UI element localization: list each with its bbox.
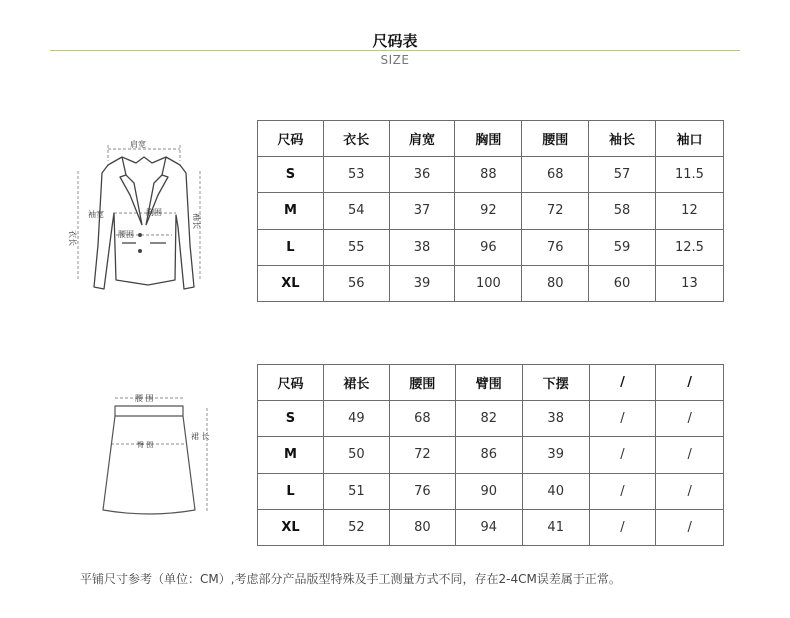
table-cell: 36 [389,157,455,193]
table-cell: / [589,401,656,437]
table-cell: 40 [522,473,589,509]
table-cell: 80 [389,509,455,545]
jacket-label-waist: 腰围 [118,230,134,239]
table-cell: / [589,473,656,509]
table-cell: 52 [323,509,389,545]
jacket-size-table [257,120,724,302]
column-header: 尺码 [258,365,324,401]
jacket-label-shoulder: 肩宽 [130,140,146,149]
title-divider [50,50,740,51]
table-row [258,437,724,473]
table-cell: 41 [522,509,589,545]
size-cell: M [258,437,324,473]
size-cell: M [258,193,324,229]
table-cell: 13 [655,265,723,301]
table-cell: 37 [389,193,455,229]
table-header-row [258,365,724,401]
size-cell: L [258,473,324,509]
size-cell: S [258,157,324,193]
measurement-note: 平铺尺寸参考（单位：CM）,考虑部分产品版型特殊及手工测量方式不同，存在2-4CM误差属于正常。 [80,572,621,586]
column-header: 裙长 [323,365,389,401]
table-cell: 54 [323,193,389,229]
table-cell: 100 [455,265,522,301]
table-row [258,509,724,545]
jacket-label-cuff: 袖宽 [88,210,104,219]
column-header: 衣长 [323,121,389,157]
column-header: 袖长 [589,121,656,157]
column-header: / [589,365,656,401]
table-cell: / [589,437,656,473]
column-header: 臂围 [455,365,522,401]
table-cell: / [656,437,724,473]
table-cell: 60 [589,265,656,301]
table-cell: 11.5 [655,157,723,193]
skirt-label-hip: 臀 围 [137,441,154,449]
column-header: 胸围 [455,121,522,157]
table-cell: 53 [323,157,389,193]
column-header: 肩宽 [389,121,455,157]
table-cell: 56 [323,265,389,301]
table-cell: 57 [589,157,656,193]
table-cell: 76 [389,473,455,509]
table-cell: 90 [455,473,522,509]
table-cell: 39 [389,265,455,301]
column-header: 腰围 [522,121,589,157]
page-subtitle: SIZE [380,53,410,67]
table-cell: / [656,509,724,545]
table-row [258,193,724,229]
table-row [258,229,724,265]
table-cell: 49 [323,401,389,437]
column-header: / [656,365,724,401]
jacket-label-chest: 胸围 [146,208,162,217]
table-cell: 80 [522,265,589,301]
table-cell: 55 [323,229,389,265]
table-cell: 68 [522,157,589,193]
table-row [258,157,724,193]
table-cell: 50 [323,437,389,473]
table-row [258,265,724,301]
table-cell: 59 [589,229,656,265]
table-cell: 94 [455,509,522,545]
table-cell: / [589,509,656,545]
table-cell: 72 [389,437,455,473]
page-title: 尺码表 [372,32,418,50]
table-cell: 38 [389,229,455,265]
table-cell: 86 [455,437,522,473]
table-cell: 96 [455,229,522,265]
skirt-size-table [257,364,724,546]
jacket-diagram [60,135,220,295]
table-cell: 68 [389,401,455,437]
table-row [258,401,724,437]
size-cell: XL [258,509,324,545]
column-header: 袖口 [655,121,723,157]
table-cell: 88 [455,157,522,193]
table-cell: 92 [455,193,522,229]
column-header: 尺码 [258,121,324,157]
table-cell: 38 [522,401,589,437]
table-header-row [258,121,724,157]
table-cell: 12 [655,193,723,229]
skirt-label-waist: 腰 围 [135,394,154,403]
table-cell: 12.5 [655,229,723,265]
table-cell: 58 [589,193,656,229]
table-cell: / [656,473,724,509]
size-cell: S [258,401,324,437]
column-header: 下摆 [522,365,589,401]
table-row [258,473,724,509]
jacket-label-sleeve: 袖长 [192,213,201,229]
jacket-label-length: 衣长 [68,230,77,246]
size-cell: XL [258,265,324,301]
table-cell: 51 [323,473,389,509]
table-cell: 82 [455,401,522,437]
table-cell: 76 [522,229,589,265]
size-cell: L [258,229,324,265]
column-header: 腰围 [389,365,455,401]
skirt-diagram [95,390,225,530]
skirt-label-length: 裙 长 [191,432,210,441]
table-cell: 39 [522,437,589,473]
table-cell: / [656,401,724,437]
table-cell: 72 [522,193,589,229]
